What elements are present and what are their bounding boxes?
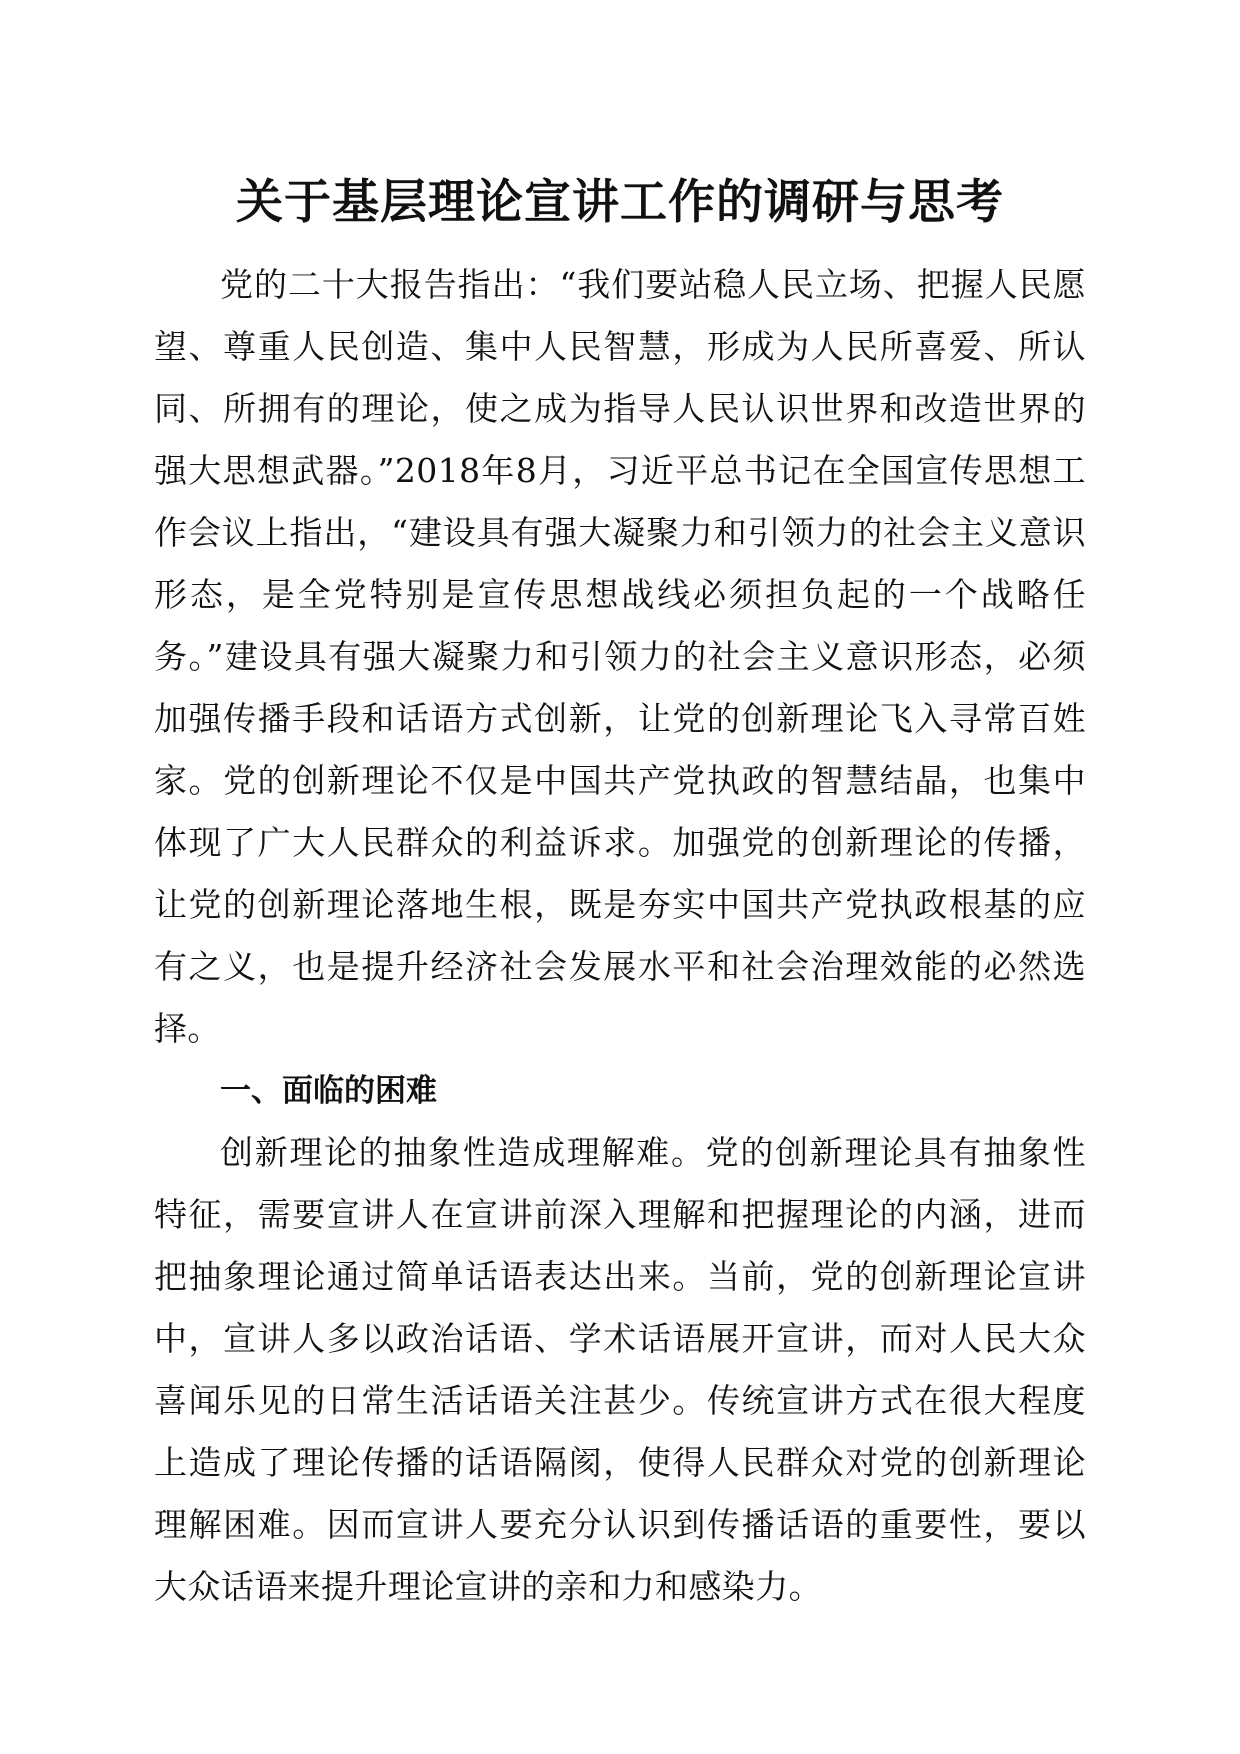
- section-heading-difficulties: 一、面临的困难: [220, 1073, 437, 1109]
- intro-paragraph: 党的二十大报告指出：“我们要站稳人民立场、把握人民愿望、尊重人民创造、集中人民智慧，形成为人民所喜爱、所认同、所拥有的理论，使之成为指导人民认识世界和改造世界的强大思想武器。”2018年8月，习近平总书记在全国宣传思想工作会议上指出，“建设具有强大凝聚力和引领力的社会主义意识形态，是全党特别是宣传思想战线必须担负起的一个战略任务。”建设具有强大凝聚力和引领力的社会主义意识形态，必须加强传播手段和话语方式创新，让党的创新理论飞入寻常百姓家。党的创新理论不仅是中国共产党执政的智慧结晶，也集中体现了广大人民群众的利益诉求。加强党的创新理论的传播，让党的创新理论落地生根，既是夯实中国共产党执政根基的应有之义，也是提升经济社会发展水平和社会治理效能的必然选择。: [154, 265, 1086, 1048]
- section-paragraph-difficulties: 创新理论的抽象性造成理解难。党的创新理论具有抽象性特征，需要宣讲人在宣讲前深入理解和把握理论的内涵，进而把抽象理论通过简单话语表达出来。当前，党的创新理论宣讲中，宣讲人多以政治话语、学术话语展开宣讲，而对人民大众喜闻乐见的日常生活话语关注甚少。传统宣讲方式在很大程度上造成了理论传播的话语隔阂，使得人民群众对党的创新理论理解困难。因而宣讲人要充分认识到传播话语的重要性，要以大众话语来提升理论宣讲的亲和力和感染力。: [154, 1133, 1086, 1606]
- document-body: [154, 254, 1086, 1618]
- document-title: 关于基层理论宣讲工作的调研与思考: [236, 175, 1004, 230]
